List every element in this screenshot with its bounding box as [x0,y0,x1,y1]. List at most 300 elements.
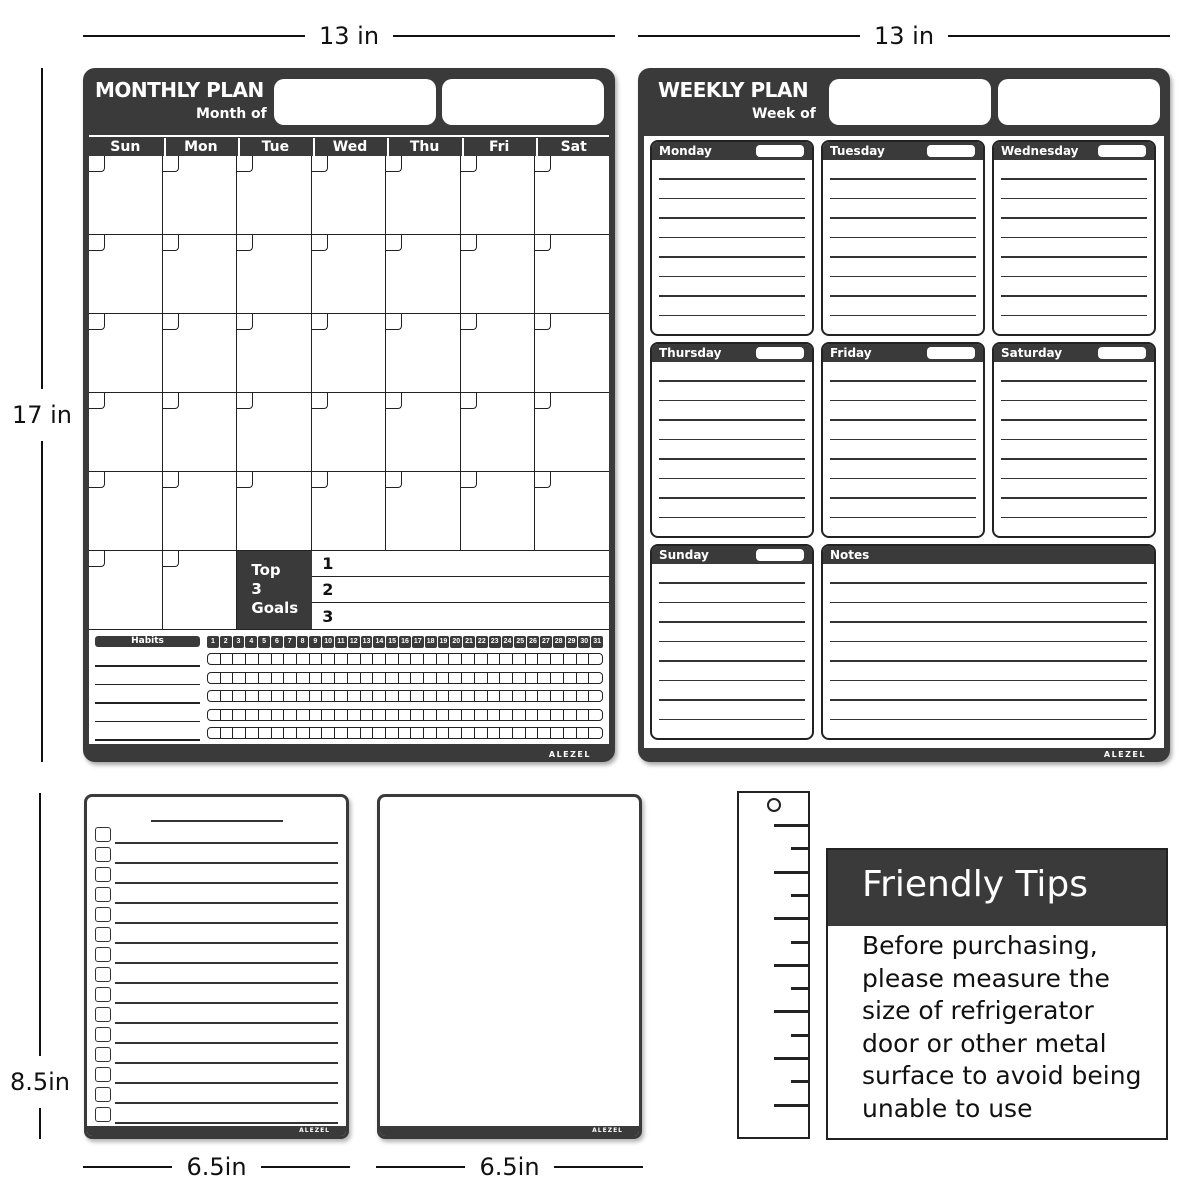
habit-checkbox[interactable] [538,654,551,664]
title-line [151,820,283,822]
todo-checkbox[interactable] [95,847,111,862]
todo-checkbox[interactable] [95,1027,111,1042]
habit-checkbox[interactable] [221,691,234,701]
habit-checkbox[interactable] [577,691,590,701]
day-cell[interactable] [89,156,163,235]
habit-checkbox[interactable] [297,654,310,664]
habit-checkbox[interactable] [221,728,234,738]
habit-checkbox[interactable] [564,654,577,664]
rule-line [830,315,976,317]
habit-checkbox[interactable] [386,728,399,738]
habit-checkbox[interactable] [208,673,221,683]
day-cell[interactable] [237,156,312,235]
day-cell[interactable] [461,235,535,314]
rule-line [659,641,805,643]
habit-day-number: 2 [220,636,232,648]
habit-checkbox[interactable] [488,728,501,738]
habit-checkbox[interactable] [538,728,551,738]
habit-name-line[interactable] [95,739,200,741]
habit-checkbox[interactable] [577,728,590,738]
habit-checkbox[interactable] [373,654,386,664]
habit-checkbox[interactable] [373,673,386,683]
habit-checkbox[interactable] [500,728,513,738]
day-cell[interactable] [386,472,460,551]
writing-lines[interactable] [659,362,805,530]
habit-checkbox[interactable] [361,654,374,664]
rule-line [1001,217,1147,219]
habit-checkbox[interactable] [246,673,259,683]
date-tab [461,472,477,488]
habit-checkbox[interactable] [526,728,539,738]
todo-checkbox[interactable] [95,827,111,842]
habit-checkbox[interactable] [246,691,259,701]
habit-checkbox[interactable] [310,691,323,701]
todo-checkbox[interactable] [95,1047,111,1062]
habit-checkbox[interactable] [589,728,602,738]
habit-checkbox[interactable] [564,710,577,720]
habit-checkbox[interactable] [551,691,564,701]
habit-checkbox[interactable] [284,728,297,738]
habit-checkbox[interactable] [259,673,272,683]
habit-checkbox[interactable] [322,654,335,664]
writing-lines[interactable] [830,362,976,530]
day-cell[interactable] [237,235,312,314]
habit-checkbox[interactable] [348,673,361,683]
habit-checkbox[interactable] [310,654,323,664]
day-cell[interactable] [163,235,237,314]
habit-checkbox[interactable] [348,710,361,720]
rule-line [1001,478,1147,480]
date-field[interactable] [927,145,975,157]
rule-line [659,256,805,258]
habit-checkbox[interactable] [361,673,374,683]
habit-checkbox[interactable] [399,673,412,683]
ruler-tick [774,824,808,827]
habit-checkbox[interactable] [386,654,399,664]
habit-checkbox[interactable] [564,728,577,738]
habit-checkbox[interactable] [221,654,234,664]
habit-checkbox[interactable] [589,691,602,701]
todo-line[interactable] [115,1102,338,1104]
day-cell[interactable] [237,314,312,393]
date-tab [535,235,551,251]
habit-checkbox[interactable] [361,691,374,701]
habit-checkbox[interactable] [462,673,475,683]
todo-line[interactable] [115,902,338,904]
habit-checkbox[interactable] [246,728,259,738]
habit-checkbox[interactable] [488,654,501,664]
habit-checkbox[interactable] [475,673,488,683]
habit-checkbox[interactable] [208,728,221,738]
habit-day-numbers [207,636,603,648]
habit-checkbox[interactable] [589,654,602,664]
habit-checkbox[interactable] [577,654,590,664]
habit-checkbox[interactable] [462,654,475,664]
day-cell[interactable] [237,393,312,472]
habit-checkbox[interactable] [551,654,564,664]
day-cell[interactable] [386,235,460,314]
habit-checkbox[interactable] [233,654,246,664]
writing-lines[interactable] [1001,160,1147,328]
habit-checkbox[interactable] [437,728,450,738]
habit-checkbox[interactable] [475,728,488,738]
brand-logo: ALEZEL [1103,750,1146,759]
day-cell[interactable] [89,472,163,551]
todo-checkbox[interactable] [95,967,111,982]
habit-checkbox[interactable] [488,710,501,720]
day-cell[interactable] [461,472,535,551]
habit-checkbox[interactable] [513,728,526,738]
habit-checkbox[interactable] [538,673,551,683]
writing-lines[interactable] [659,564,805,732]
date-tab [461,393,477,409]
habit-checkbox[interactable] [373,728,386,738]
habit-checkbox[interactable] [246,710,259,720]
habit-checkbox[interactable] [335,728,348,738]
habit-checkbox[interactable] [386,691,399,701]
habit-checkbox[interactable] [233,691,246,701]
day-cell[interactable] [535,235,609,314]
habit-checkbox[interactable] [297,673,310,683]
habit-checkbox[interactable] [526,654,539,664]
habit-day-number: 7 [284,636,296,648]
habit-checkbox[interactable] [577,673,590,683]
rule-line [830,497,976,499]
habit-checkbox[interactable] [411,710,424,720]
habit-checkbox[interactable] [500,710,513,720]
habit-name-line[interactable] [95,665,200,667]
habit-name-line[interactable] [95,702,200,704]
todo-checkbox[interactable] [95,947,111,962]
date-tab [312,156,328,172]
habit-checkbox[interactable] [233,710,246,720]
habit-checkbox[interactable] [284,691,297,701]
writing-lines[interactable] [659,160,805,328]
habit-day-number: 18 [425,636,437,648]
habit-checkbox[interactable] [221,673,234,683]
habit-checkbox[interactable] [259,654,272,664]
habit-checkbox[interactable] [424,710,437,720]
habit-checkbox[interactable] [335,673,348,683]
habit-checkbox[interactable] [526,710,539,720]
todo-checkbox[interactable] [95,1067,111,1082]
habit-checkbox[interactable] [411,728,424,738]
habit-checkbox[interactable] [335,654,348,664]
date-tab [386,156,402,172]
habit-checkbox[interactable] [284,673,297,683]
habit-checkbox[interactable] [335,710,348,720]
day-cell[interactable] [89,551,163,630]
day-cell[interactable] [163,551,237,630]
todo-line[interactable] [115,1042,338,1044]
todo-line[interactable] [115,922,338,924]
habit-checkbox[interactable] [297,710,310,720]
weekly-body [644,136,1164,748]
date-field[interactable] [756,347,804,359]
habit-checkbox[interactable] [221,710,234,720]
habit-checkbox[interactable] [500,673,513,683]
day-cell[interactable] [89,235,163,314]
habit-checkbox[interactable] [500,691,513,701]
day-cell[interactable] [386,314,460,393]
habit-checkbox[interactable] [564,691,577,701]
day-cell[interactable] [312,472,386,551]
dimension-label: 6.5in [479,1153,540,1181]
habit-checkbox[interactable] [513,710,526,720]
habit-checkbox[interactable] [399,728,412,738]
day-cell[interactable] [535,393,609,472]
habit-checkbox[interactable] [437,673,450,683]
goal-row[interactable]: 2 [312,577,609,603]
habit-checkbox[interactable] [386,673,399,683]
habit-checkbox[interactable] [577,710,590,720]
date-field[interactable] [756,549,804,561]
todo-line[interactable] [115,1002,338,1004]
monthly-plan-board [83,68,615,762]
habit-checkbox[interactable] [488,691,501,701]
rule-line [659,582,805,584]
habit-checkbox[interactable] [233,728,246,738]
day-cell[interactable] [163,314,237,393]
habit-day-number: 9 [309,636,321,648]
habit-checkbox[interactable] [297,691,310,701]
day-header [994,142,1154,160]
todo-line[interactable] [115,982,338,984]
habit-checkbox[interactable] [551,673,564,683]
todo-checkbox[interactable] [95,1107,111,1122]
day-cell[interactable] [89,393,163,472]
habit-checkbox[interactable] [361,710,374,720]
habit-checkbox[interactable] [322,673,335,683]
rule-line [1001,497,1147,499]
habit-checkbox[interactable] [322,728,335,738]
todo-checkbox[interactable] [95,1087,111,1102]
goals-label-line: Top [251,561,281,579]
todo-line[interactable] [115,862,338,864]
date-field[interactable] [1098,347,1146,359]
habit-checkbox[interactable] [411,654,424,664]
habit-checkbox[interactable] [259,710,272,720]
week-field-2[interactable] [998,79,1160,125]
habit-checkbox[interactable] [449,710,462,720]
habit-checkbox[interactable] [297,728,310,738]
habit-checkbox[interactable] [373,691,386,701]
todo-checkbox[interactable] [95,867,111,882]
habit-checkbox[interactable] [208,710,221,720]
day-label: Friday [830,346,872,360]
weekday-header [89,138,609,156]
habit-checkbox[interactable] [551,710,564,720]
goal-row[interactable]: 1 [312,551,609,577]
goals-list [312,551,609,630]
month-field[interactable] [274,79,436,125]
habit-checkbox[interactable] [424,673,437,683]
todo-line[interactable] [115,1082,338,1084]
habit-checkbox[interactable] [513,673,526,683]
weekday-mon: Mon [164,138,237,156]
habit-checkbox[interactable] [411,691,424,701]
tips-line: Before purchasing, [862,931,1098,960]
date-field[interactable] [756,145,804,157]
todo-line[interactable] [115,1122,338,1124]
habit-name-line[interactable] [95,721,200,723]
habit-checkbox[interactable] [437,710,450,720]
habit-checkbox[interactable] [538,691,551,701]
habit-checkbox[interactable] [259,728,272,738]
todo-line[interactable] [115,1062,338,1064]
habit-day-number: 22 [476,636,488,648]
board-footer [87,1126,346,1136]
habit-checkbox[interactable] [373,710,386,720]
day-cell[interactable] [237,472,312,551]
habit-day-number: 24 [502,636,514,648]
ruler-tick [774,964,808,967]
day-cell[interactable] [163,393,237,472]
habit-checkbox[interactable] [589,673,602,683]
todo-line[interactable] [115,1022,338,1024]
todo-checkbox[interactable] [95,887,111,902]
day-cell[interactable] [163,156,237,235]
habit-checkbox[interactable] [424,728,437,738]
habit-name-line[interactable] [95,684,200,686]
rule-line [830,198,976,200]
habit-checkbox[interactable] [475,654,488,664]
todo-line[interactable] [115,882,338,884]
habit-checkbox[interactable] [564,673,577,683]
day-box-sunday [650,544,814,740]
habit-checkbox[interactable] [462,728,475,738]
dimension-label: 13 in [873,22,935,50]
habit-checkbox[interactable] [208,691,221,701]
habit-checkbox[interactable] [335,691,348,701]
habit-checkbox[interactable] [310,710,323,720]
habit-checkbox[interactable] [538,710,551,720]
day-cell[interactable] [312,235,386,314]
habit-day-number: 4 [245,636,257,648]
habit-checkbox[interactable] [272,673,285,683]
date-field[interactable] [1098,145,1146,157]
habit-checkbox[interactable] [462,710,475,720]
habit-checkbox[interactable] [488,673,501,683]
day-header [652,344,812,362]
day-cell[interactable] [312,393,386,472]
habit-checkbox[interactable] [361,728,374,738]
habit-checkbox[interactable] [462,691,475,701]
writing-lines[interactable] [830,160,976,328]
brand-logo: ALEZEL [592,1127,623,1134]
day-cell[interactable] [535,314,609,393]
habit-checkbox[interactable] [284,710,297,720]
habit-checkbox[interactable] [449,673,462,683]
habit-checkbox[interactable] [411,673,424,683]
habit-checkbox[interactable] [475,710,488,720]
rule-line [830,660,1147,662]
day-cell[interactable] [386,393,460,472]
writing-lines[interactable] [830,564,1147,732]
habit-checkbox[interactable] [399,710,412,720]
habit-checkbox[interactable] [513,654,526,664]
habit-checkbox[interactable] [399,654,412,664]
day-cell[interactable] [386,156,460,235]
habit-checkbox[interactable] [551,728,564,738]
habit-checkbox[interactable] [589,710,602,720]
day-cell[interactable] [312,156,386,235]
habit-checkbox[interactable] [272,654,285,664]
habit-checkbox[interactable] [272,728,285,738]
habit-checkbox[interactable] [424,691,437,701]
day-cell[interactable] [461,314,535,393]
writing-lines[interactable] [1001,362,1147,530]
todo-line[interactable] [115,942,338,944]
goal-row[interactable]: 3 [322,606,334,626]
habit-checkbox[interactable] [284,654,297,664]
habit-checkbox[interactable] [348,691,361,701]
habit-checkbox[interactable] [246,654,259,664]
habit-checkbox[interactable] [322,710,335,720]
habit-checkbox[interactable] [437,691,450,701]
habit-checkbox[interactable] [272,710,285,720]
date-field[interactable] [927,347,975,359]
habit-checkbox[interactable] [513,691,526,701]
habit-checkbox[interactable] [526,691,539,701]
todo-checkbox[interactable] [95,907,111,922]
habit-checkbox[interactable] [348,728,361,738]
rule-line [659,602,805,604]
day-header [823,142,983,160]
habit-checkbox[interactable] [208,654,221,664]
day-cell[interactable] [461,156,535,235]
habit-checkbox[interactable] [233,673,246,683]
day-cell[interactable] [461,393,535,472]
rule-line [830,276,976,278]
day-cell[interactable] [163,472,237,551]
habit-checkbox[interactable] [449,654,462,664]
day-cell[interactable] [89,314,163,393]
habit-checkbox[interactable] [424,654,437,664]
habit-checkbox[interactable] [386,710,399,720]
habit-day-number: 27 [540,636,552,648]
todo-checkbox[interactable] [95,1007,111,1022]
rule-line [830,517,976,519]
rule-line [830,458,976,460]
habit-checkbox[interactable] [310,673,323,683]
habit-checkbox[interactable] [449,691,462,701]
todo-line[interactable] [115,842,338,844]
todo-checkbox[interactable] [95,927,111,942]
habit-checkbox[interactable] [259,691,272,701]
habit-checkbox[interactable] [348,654,361,664]
todo-line[interactable] [115,962,338,964]
habit-checkbox[interactable] [526,673,539,683]
day-cell[interactable] [535,472,609,551]
habit-checkbox[interactable] [500,654,513,664]
habit-checkbox[interactable] [449,728,462,738]
habit-checkbox[interactable] [322,691,335,701]
year-field[interactable] [442,79,604,125]
rule-line [1001,198,1147,200]
habit-checkbox[interactable] [475,691,488,701]
ruler-tick [774,1057,808,1060]
day-cell[interactable] [312,314,386,393]
rule-line [830,217,976,219]
todo-checkbox[interactable] [95,987,111,1002]
day-cell[interactable] [535,156,609,235]
habit-checkbox[interactable] [399,691,412,701]
habit-checkbox[interactable] [310,728,323,738]
habit-checkbox[interactable] [272,691,285,701]
week-field[interactable] [829,79,991,125]
habit-checkbox[interactable] [437,654,450,664]
